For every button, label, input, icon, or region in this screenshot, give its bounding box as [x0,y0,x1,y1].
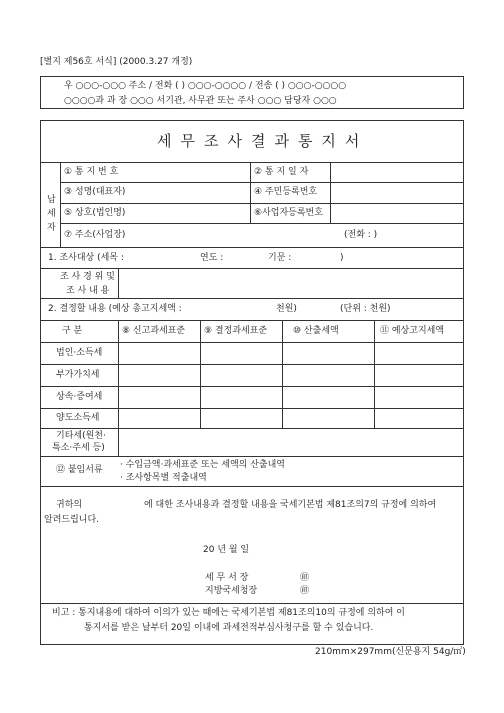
seal-regional: ㊞ [300,586,310,596]
table-row: 양도소득세 [56,413,100,423]
form-title: 세무조사결과통지서 [157,132,369,150]
body-line-2: 알려드립니다. [44,515,100,525]
table-header-determined: ⑨ 결정과세표준 [204,326,268,336]
body-line-1a: 귀하의 [56,500,83,510]
attachment-item-2: · 조사항목별 적출내역 [120,473,207,483]
paper-spec: 210mm×297mm(신문용지 54g/㎡) [315,647,466,657]
table-header-reported: ⑧ 신고과세표준 [122,326,186,336]
decision-unit: (단위 : 천원) [340,304,391,314]
attachments-label: ⑫ 붙임서류 [56,465,103,475]
note-line-2: 통지서를 받은 날부터 20일 이내에 과세전적부심사청구를 할 수 있습니다. [84,623,374,633]
header-line-2: ○○○○과 과 장 ○○○ 서기관, 사무관 또는 주사 ○○○ 담당자 ○○○ [64,96,337,106]
business-number-label: ⑥사업자등록번호 [254,208,323,218]
scope-close: ) [340,253,344,263]
company-label: ⑤ 상호(법인명) [64,208,126,218]
body-line-1b: 에 대한 조사내용과 결정할 내용을 국세기본법 제81조의7의 규정에 의하여 [144,500,437,510]
taxpayer-label-2: 세 [47,209,56,219]
history-label-1: 조 사 경 위 및 [60,272,115,282]
form-label: [별지 제56호 서식] (2000.3.27 개정) [40,57,193,67]
attachment-item-1: · 수입금액·과세표준 또는 세액의 산출내역 [120,460,285,470]
taxpayer-label-3: 자 [47,223,56,233]
notice-number-label: ① 통 지 번 호 [64,167,119,177]
table-row: 기타세(원천· [56,431,106,441]
table-row: 부가가치세 [56,370,100,380]
table-header-computed: ⑩ 산출세액 [293,326,339,336]
table-header-expected: ⑪ 예상고지세액 [380,326,445,336]
resident-number-label: ④ 주민등록번호 [254,187,318,197]
table-row: 상속·증여세 [56,392,103,402]
seal-tax-office: ㊞ [300,573,310,583]
signatory-regional: 지방국세청장 [205,586,258,596]
address-label: ⑦ 주소(사업장) [64,230,126,240]
signatory-tax-office: 세 무 서 장 [205,573,249,583]
scope-period: 기문 : [268,253,292,263]
taxpayer-label-1: 납 [47,195,56,205]
notice-date-label: ② 통 지 일 자 [254,167,309,177]
history-label-2: 조 사 내 용 [66,286,110,296]
table-row: 법인·소득세 [56,348,103,358]
note-line-1: 비고 : 통지내용에 대하여 이의가 있는 때에는 국세기본법 제81조의10의 규정에 의하여 이 [52,608,406,618]
decision-label: 2. 결정할 내용 (예상 총고지세액 : [48,304,182,314]
scope-label: 1. 조사대상 (세목 : [48,253,124,263]
scope-year: 연도 : [200,253,224,263]
form-frame [40,120,464,645]
phone-label: (전화 : ) [344,230,378,240]
name-label: ③ 성명(대표자) [64,187,126,197]
date-line: 20 년 월 일 [203,545,250,555]
decision-won: 천원) [276,304,297,314]
header-line-1: 우 ○○○-○○○ 주소 / 전화 ( ) ○○○-○○○○ / 전송 ( ) ○○○-○○○○ [64,81,347,91]
table-row-continued: 특소·주세 등) [52,443,105,453]
table-header-category: 구 분 [62,326,83,336]
